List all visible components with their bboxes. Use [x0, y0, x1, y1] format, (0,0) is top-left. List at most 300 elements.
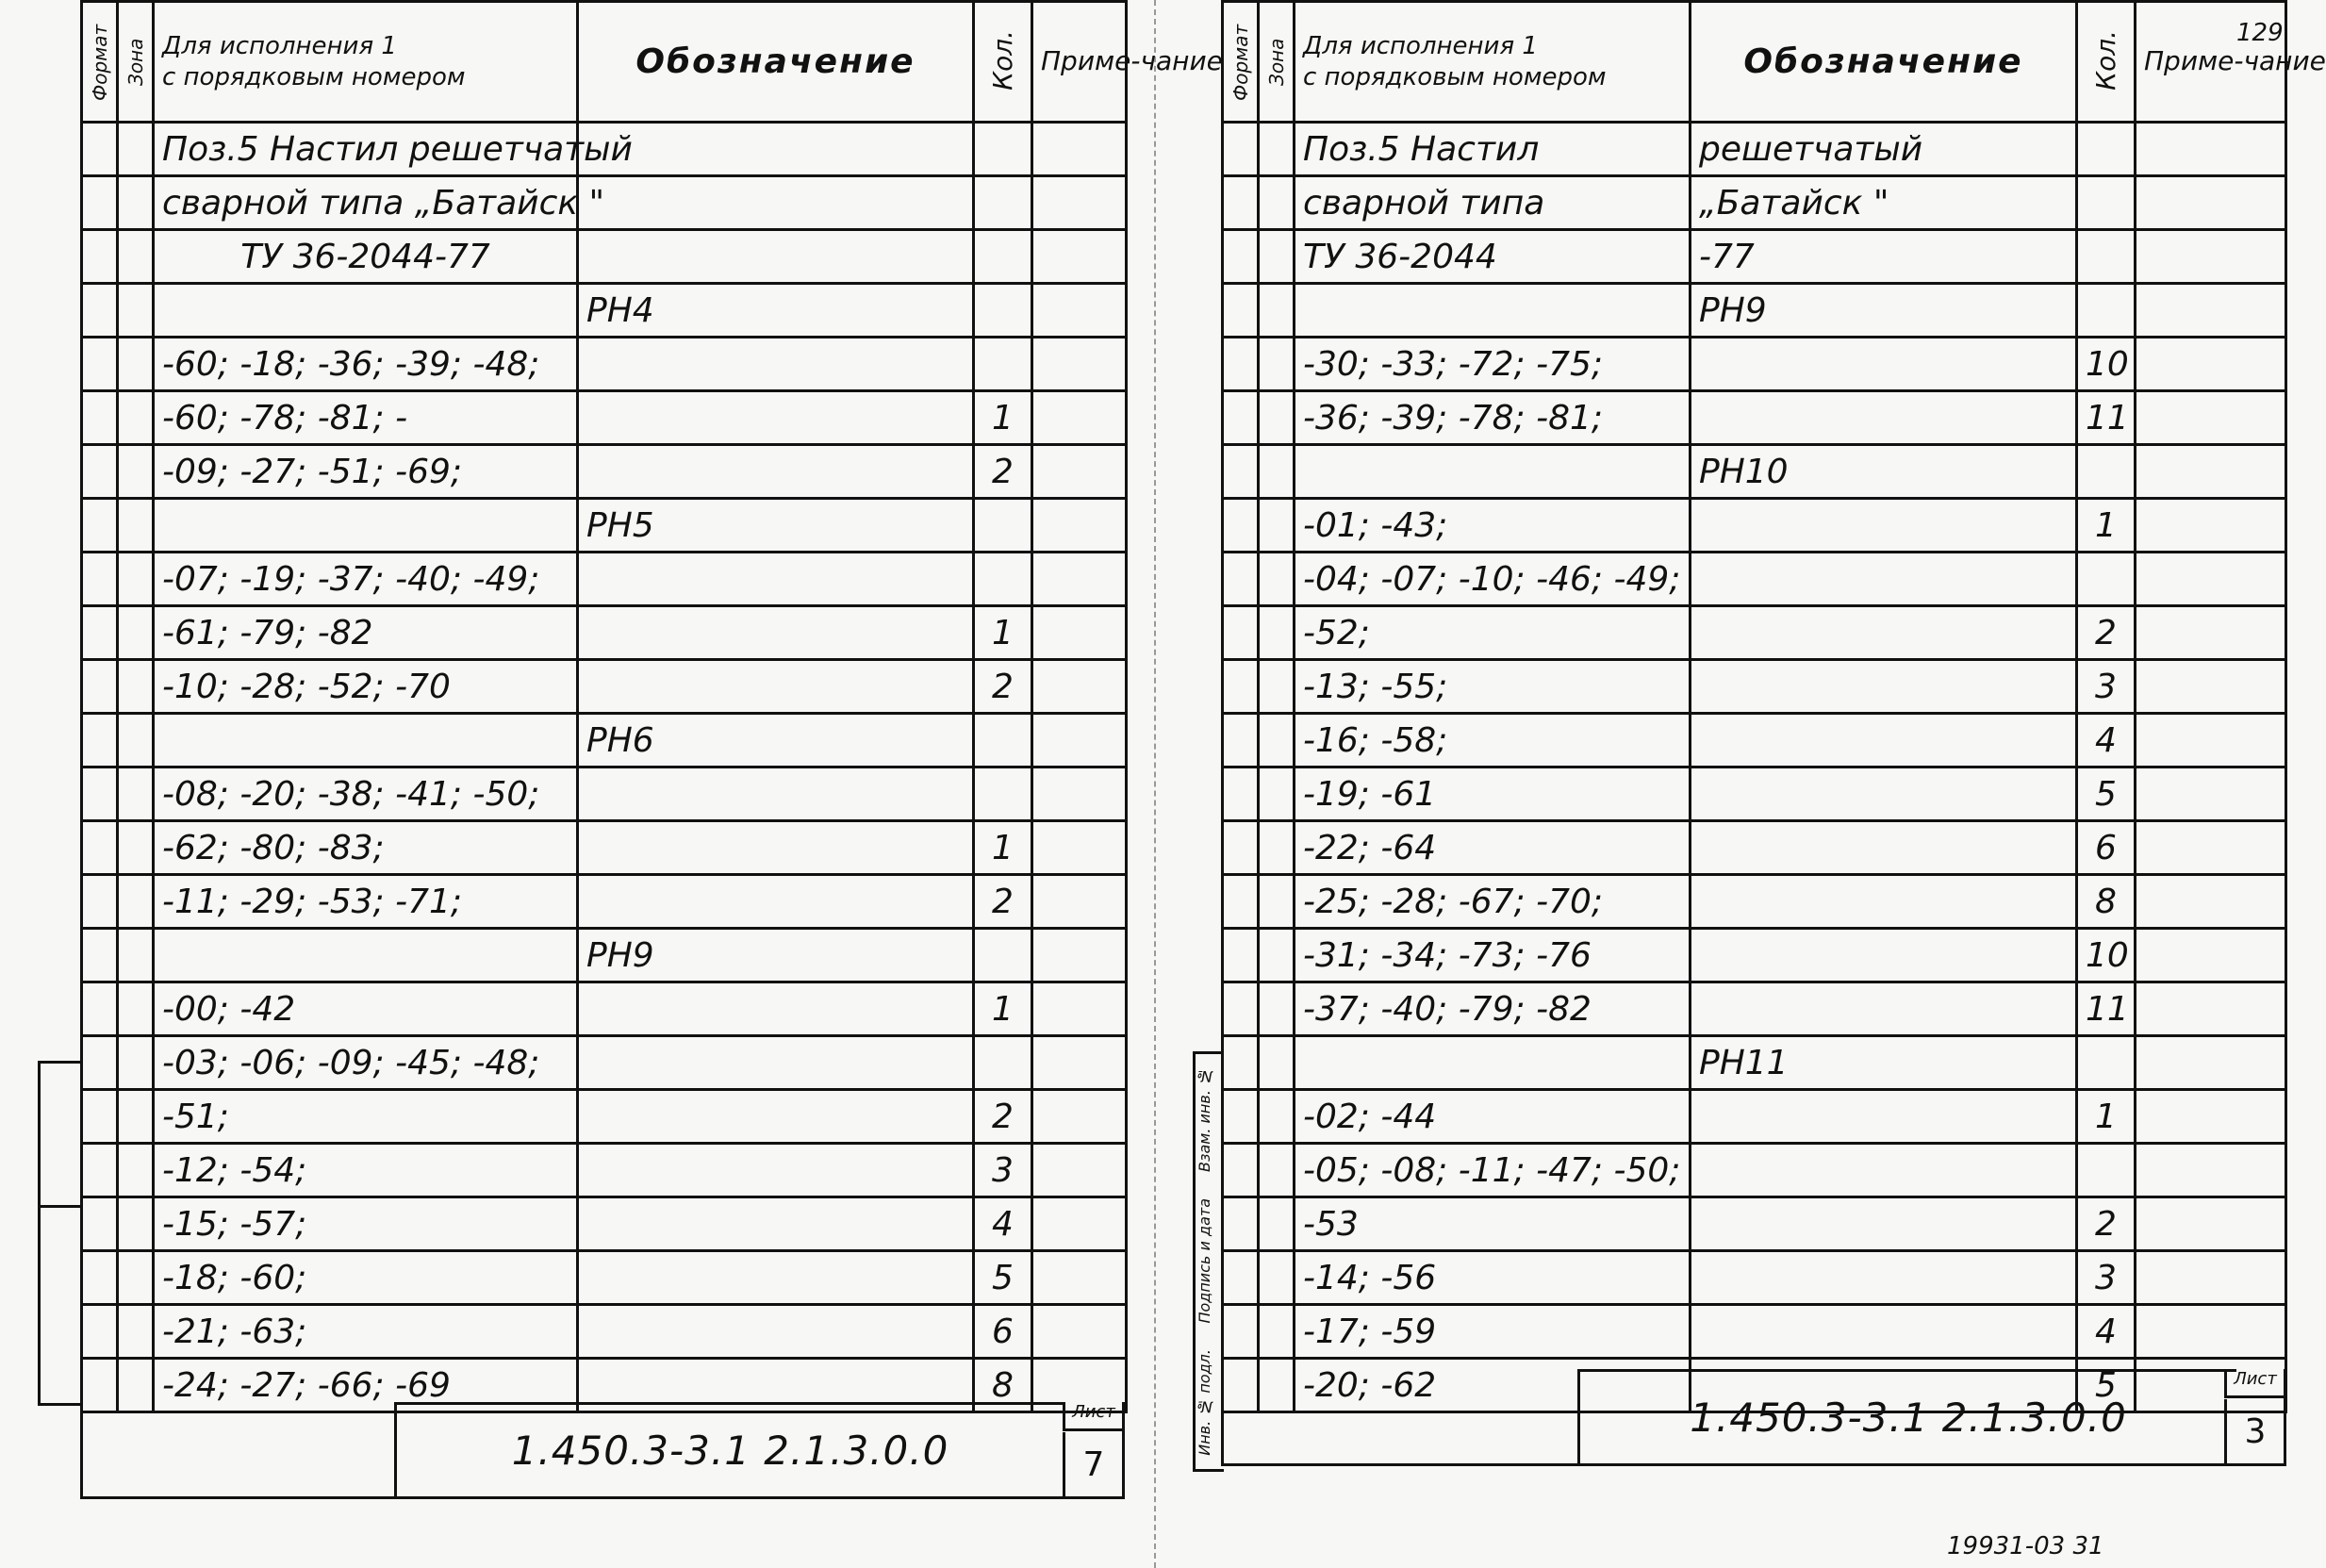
execution-cell: -60; -18; -36; -39; -48; — [154, 338, 578, 391]
note-cell — [1032, 1251, 1127, 1305]
quantity-cell: 11 — [2077, 391, 2136, 445]
zone-cell — [118, 230, 154, 284]
designation-cell: „Батайск " — [1691, 176, 2077, 230]
zone-cell — [1259, 230, 1295, 284]
designation-cell: решетчатый — [1691, 123, 2077, 176]
quantity-cell — [974, 176, 1032, 230]
quantity-cell: 1 — [974, 391, 1032, 445]
stamp-original-inventory: Инв. № подл. — [1196, 1349, 1213, 1457]
note-cell — [1032, 821, 1127, 875]
designation-cell — [578, 391, 974, 445]
zone-cell — [118, 1090, 154, 1144]
zone-cell — [118, 391, 154, 445]
zone-cell — [1259, 1036, 1295, 1090]
note-cell — [1032, 176, 1127, 230]
zone-cell — [1259, 767, 1295, 821]
table-row — [82, 982, 1127, 1036]
table-row — [1223, 123, 2286, 176]
quantity-cell — [2077, 176, 2136, 230]
designation-cell — [578, 1305, 974, 1359]
designation-cell — [1691, 1090, 2077, 1144]
quantity-cell: 2 — [974, 1090, 1032, 1144]
table-row — [82, 1305, 1127, 1359]
table-row — [1223, 1251, 2286, 1305]
zone-cell — [118, 445, 154, 499]
table-row — [82, 1144, 1127, 1197]
execution-cell: -01; -43; — [1295, 499, 1691, 553]
table-row — [82, 1251, 1127, 1305]
format-cell — [82, 606, 118, 660]
quantity-cell: 1 — [974, 606, 1032, 660]
quantity-cell: 2 — [974, 445, 1032, 499]
header-zone: Зона — [1259, 2, 1295, 123]
designation-cell — [1691, 1144, 2077, 1197]
zone-cell — [118, 123, 154, 176]
sheet-number: 7 — [1063, 1432, 1122, 1496]
quantity-cell — [2077, 230, 2136, 284]
designation-cell — [1691, 982, 2077, 1036]
header-quantity: Кол. — [974, 2, 1032, 123]
format-cell — [1223, 1090, 1259, 1144]
zone-cell — [1259, 1251, 1295, 1305]
format-cell — [82, 445, 118, 499]
table-row — [1223, 821, 2286, 875]
zone-cell — [1259, 391, 1295, 445]
quantity-cell: 8 — [2077, 875, 2136, 929]
zone-cell — [1259, 714, 1295, 767]
header-execution-line2: с порядковым номером — [1303, 62, 1607, 91]
zone-cell — [1259, 1090, 1295, 1144]
format-cell — [82, 1197, 118, 1251]
note-cell — [1032, 1197, 1127, 1251]
designation-cell — [578, 1036, 974, 1090]
table-row — [82, 553, 1127, 606]
table-row — [1223, 714, 2286, 767]
header-designation: Обозначение — [1691, 2, 2077, 123]
table-row — [1223, 1305, 2286, 1359]
header-quantity: Кол. — [2077, 2, 2136, 123]
format-cell — [82, 499, 118, 553]
format-cell — [1223, 338, 1259, 391]
spec-table-right — [1221, 0, 2326, 1413]
table-row — [82, 123, 1127, 176]
note-cell — [2136, 445, 2286, 499]
execution-cell: -20; -62 — [1295, 1359, 1691, 1412]
note-cell — [2136, 929, 2286, 982]
header-execution — [154, 2, 578, 123]
sheet-label: Лист — [2224, 1369, 2284, 1398]
note-cell — [1032, 391, 1127, 445]
note-cell — [2136, 1144, 2286, 1197]
format-cell — [82, 284, 118, 338]
execution-cell: -04; -07; -10; -46; -49; — [1295, 553, 1691, 606]
table-row — [82, 230, 1127, 284]
quantity-cell: 6 — [2077, 821, 2136, 875]
execution-cell — [154, 929, 578, 982]
designation-cell — [1691, 1197, 2077, 1251]
execution-cell: -37; -40; -79; -82 — [1295, 982, 1691, 1036]
designation-cell — [1691, 875, 2077, 929]
execution-cell: ТУ 36-2044-77 — [154, 230, 578, 284]
sheet-number: 3 — [2224, 1399, 2284, 1463]
designation-cell — [578, 445, 974, 499]
designation-cell — [1691, 338, 2077, 391]
execution-cell — [154, 284, 578, 338]
zone-cell — [1259, 284, 1295, 338]
quantity-cell — [974, 338, 1032, 391]
quantity-cell — [2077, 284, 2136, 338]
header-zone: Зона — [118, 2, 154, 123]
table-row — [1223, 230, 2286, 284]
table-row — [1223, 553, 2286, 606]
execution-cell: -13; -55; — [1295, 660, 1691, 714]
execution-cell: -25; -28; -67; -70; — [1295, 875, 1691, 929]
designation-cell — [1691, 553, 2077, 606]
execution-cell: ТУ 36-2044 — [1295, 230, 1691, 284]
zone-cell — [1259, 875, 1295, 929]
quantity-cell: 3 — [974, 1144, 1032, 1197]
note-cell — [2136, 123, 2286, 176]
spec-sheet-right — [1221, 0, 2326, 1466]
format-cell — [82, 230, 118, 284]
note-cell — [2136, 391, 2286, 445]
quantity-cell: 4 — [2077, 1305, 2136, 1359]
format-cell — [82, 176, 118, 230]
zone-cell — [1259, 499, 1295, 553]
designation-cell — [1691, 929, 2077, 982]
title-block-left — [80, 1402, 1125, 1499]
execution-cell: -10; -28; -52; -70 — [154, 660, 578, 714]
execution-cell: -05; -08; -11; -47; -50; — [1295, 1144, 1691, 1197]
designation-cell — [578, 338, 974, 391]
execution-cell: -21; -63; — [154, 1305, 578, 1359]
format-cell — [1223, 123, 1259, 176]
table-row — [1223, 284, 2286, 338]
note-cell — [1032, 1305, 1127, 1359]
footer-archive-code: 19931-03 31 — [1947, 1532, 2104, 1560]
header-format: Формат — [1223, 2, 1259, 123]
note-cell — [1032, 230, 1127, 284]
format-cell — [1223, 553, 1259, 606]
zone-cell — [118, 1251, 154, 1305]
designation-cell: РН5 — [578, 499, 974, 553]
note-cell — [2136, 176, 2286, 230]
header-note: Приме-чание — [1032, 2, 1127, 123]
designation-cell: РН10 — [1691, 445, 2077, 499]
note-cell — [2136, 1036, 2286, 1090]
format-cell — [82, 1144, 118, 1197]
execution-cell: -14; -56 — [1295, 1251, 1691, 1305]
table-row — [1223, 929, 2286, 982]
execution-cell: Поз.5 Настил — [1295, 123, 1691, 176]
header-execution — [1295, 2, 1691, 123]
zone-cell — [1259, 445, 1295, 499]
left-margin-bracket — [38, 1061, 83, 1406]
format-cell — [1223, 1036, 1259, 1090]
note-cell — [2136, 553, 2286, 606]
zone-cell — [1259, 1197, 1295, 1251]
zone-cell — [1259, 929, 1295, 982]
execution-cell — [1295, 284, 1691, 338]
table-row — [1223, 982, 2286, 1036]
quantity-cell — [974, 284, 1032, 338]
note-cell — [1032, 982, 1127, 1036]
note-cell — [2136, 230, 2286, 284]
format-cell — [82, 767, 118, 821]
execution-cell: -15; -57; — [154, 1197, 578, 1251]
zone-cell — [118, 821, 154, 875]
note-cell — [2136, 821, 2286, 875]
execution-cell: -30; -33; -72; -75; — [1295, 338, 1691, 391]
designation-cell: РН6 — [578, 714, 974, 767]
quantity-cell — [974, 1036, 1032, 1090]
title-block-right — [1221, 1369, 2286, 1466]
zone-cell — [118, 660, 154, 714]
stamp-replaced-inventory: Взам. инв. № — [1196, 1066, 1213, 1172]
note-cell — [1032, 606, 1127, 660]
quantity-cell: 1 — [974, 982, 1032, 1036]
zone-cell — [118, 1144, 154, 1197]
execution-cell — [1295, 1036, 1691, 1090]
execution-cell: Поз.5 Настил решетчатый — [154, 123, 578, 176]
table-row — [82, 391, 1127, 445]
zone-cell — [118, 767, 154, 821]
table-row — [1223, 391, 2286, 445]
zone-cell — [1259, 123, 1295, 176]
zone-cell — [118, 1197, 154, 1251]
designation-cell — [1691, 821, 2077, 875]
quantity-cell — [974, 767, 1032, 821]
designation-cell — [578, 123, 974, 176]
quantity-cell — [974, 929, 1032, 982]
note-cell — [1032, 875, 1127, 929]
designation-cell — [1691, 499, 2077, 553]
designation-cell — [578, 230, 974, 284]
format-cell — [1223, 606, 1259, 660]
quantity-cell: 1 — [2077, 499, 2136, 553]
table-row — [1223, 767, 2286, 821]
table-row — [82, 284, 1127, 338]
zone-cell — [118, 284, 154, 338]
quantity-cell — [974, 714, 1032, 767]
quantity-cell — [974, 123, 1032, 176]
stamp-signature-date: Подпись и дата — [1196, 1197, 1213, 1324]
note-cell — [2136, 982, 2286, 1036]
format-cell — [82, 338, 118, 391]
zone-cell — [118, 338, 154, 391]
format-cell — [1223, 176, 1259, 230]
execution-cell: сварной типа — [1295, 176, 1691, 230]
execution-cell: -00; -42 — [154, 982, 578, 1036]
execution-cell: -09; -27; -51; -69; — [154, 445, 578, 499]
execution-cell: -24; -27; -66; -69 — [154, 1359, 578, 1412]
header-execution-line2: с порядковым номером — [162, 62, 466, 91]
format-cell — [82, 1036, 118, 1090]
zone-cell — [118, 875, 154, 929]
designation-cell — [578, 553, 974, 606]
format-cell — [1223, 1305, 1259, 1359]
quantity-cell: 2 — [974, 660, 1032, 714]
table-row — [1223, 445, 2286, 499]
execution-cell: -19; -61 — [1295, 767, 1691, 821]
note-cell — [2136, 499, 2286, 553]
designation-cell — [578, 767, 974, 821]
format-cell — [1223, 284, 1259, 338]
note-cell — [1032, 284, 1127, 338]
table-row — [82, 445, 1127, 499]
designation-cell — [1691, 391, 2077, 445]
format-cell — [1223, 1197, 1259, 1251]
table-row — [1223, 1144, 2286, 1197]
quantity-cell: 5 — [2077, 1359, 2136, 1412]
designation-cell — [1691, 660, 2077, 714]
table-row — [82, 875, 1127, 929]
note-cell — [1032, 445, 1127, 499]
quantity-cell — [2077, 123, 2136, 176]
designation-cell — [1691, 714, 2077, 767]
zone-cell — [1259, 982, 1295, 1036]
format-cell — [1223, 391, 1259, 445]
table-row — [82, 714, 1127, 767]
format-cell — [82, 391, 118, 445]
note-cell — [1032, 553, 1127, 606]
header-execution-line1: Для исполнения 1 — [162, 32, 397, 60]
designation-cell — [578, 660, 974, 714]
header-designation: Обозначение — [578, 2, 974, 123]
sheet-fold-line — [1154, 0, 1156, 1568]
execution-cell: -08; -20; -38; -41; -50; — [154, 767, 578, 821]
quantity-cell — [2077, 553, 2136, 606]
table-row — [82, 767, 1127, 821]
quantity-cell: 5 — [2077, 767, 2136, 821]
designation-cell — [1691, 1305, 2077, 1359]
note-cell — [1032, 123, 1127, 176]
designation-cell — [578, 1144, 974, 1197]
note-cell — [1032, 1090, 1127, 1144]
format-cell — [82, 821, 118, 875]
format-cell — [82, 875, 118, 929]
table-row — [82, 1036, 1127, 1090]
quantity-cell: 4 — [2077, 714, 2136, 767]
zone-cell — [1259, 176, 1295, 230]
quantity-cell — [2077, 445, 2136, 499]
format-cell — [82, 929, 118, 982]
table-row — [1223, 499, 2286, 553]
format-cell — [82, 982, 118, 1036]
approval-stamp-strip — [1193, 1051, 1224, 1472]
format-cell — [1223, 1144, 1259, 1197]
table-row — [1223, 176, 2286, 230]
execution-cell — [154, 499, 578, 553]
designation-cell — [578, 1197, 974, 1251]
designation-cell — [1691, 606, 2077, 660]
execution-cell: -12; -54; — [154, 1144, 578, 1197]
quantity-cell — [2077, 1036, 2136, 1090]
execution-cell: -60; -78; -81; - — [154, 391, 578, 445]
note-cell — [1032, 1036, 1127, 1090]
note-cell — [2136, 1251, 2286, 1305]
execution-cell: -53 — [1295, 1197, 1691, 1251]
designation-cell — [578, 1251, 974, 1305]
zone-cell — [1259, 553, 1295, 606]
designation-cell — [578, 982, 974, 1036]
table-row — [82, 499, 1127, 553]
zone-cell — [118, 176, 154, 230]
zone-cell — [118, 1036, 154, 1090]
note-cell — [1032, 338, 1127, 391]
execution-cell: -62; -80; -83; — [154, 821, 578, 875]
execution-cell: сварной типа „Батайск " — [154, 176, 578, 230]
zone-cell — [118, 714, 154, 767]
table-row — [82, 606, 1127, 660]
quantity-cell: 1 — [974, 821, 1032, 875]
designation-cell: РН4 — [578, 284, 974, 338]
table-row — [82, 176, 1127, 230]
quantity-cell — [2077, 1144, 2136, 1197]
table-row — [1223, 1036, 2286, 1090]
designation-cell — [578, 606, 974, 660]
execution-cell: -22; -64 — [1295, 821, 1691, 875]
format-cell — [1223, 1251, 1259, 1305]
format-cell — [1223, 230, 1259, 284]
note-cell — [2136, 660, 2286, 714]
format-cell — [82, 1305, 118, 1359]
execution-cell: -36; -39; -78; -81; — [1295, 391, 1691, 445]
note-cell — [2136, 714, 2286, 767]
format-cell — [1223, 499, 1259, 553]
note-cell — [2136, 1090, 2286, 1144]
table-row — [82, 821, 1127, 875]
designation-cell: -77 — [1691, 230, 2077, 284]
format-cell — [82, 1251, 118, 1305]
quantity-cell: 3 — [2077, 660, 2136, 714]
zone-cell — [1259, 821, 1295, 875]
table-row — [1223, 606, 2286, 660]
execution-cell: -03; -06; -09; -45; -48; — [154, 1036, 578, 1090]
quantity-cell: 1 — [2077, 1090, 2136, 1144]
note-cell — [2136, 606, 2286, 660]
header-format: Формат — [82, 2, 118, 123]
quantity-cell: 8 — [974, 1359, 1032, 1412]
table-row — [82, 929, 1127, 982]
designation-cell: РН9 — [1691, 284, 2077, 338]
table-row — [1223, 875, 2286, 929]
zone-cell — [1259, 606, 1295, 660]
table-row — [82, 1090, 1127, 1144]
quantity-cell: 5 — [974, 1251, 1032, 1305]
format-cell — [82, 553, 118, 606]
corner-page-number: 129 — [2236, 19, 2284, 47]
designation-cell — [578, 875, 974, 929]
execution-cell: -51; — [154, 1090, 578, 1144]
note-cell — [1032, 767, 1127, 821]
quantity-cell — [974, 553, 1032, 606]
format-cell — [1223, 875, 1259, 929]
format-cell — [1223, 714, 1259, 767]
execution-cell: -02; -44 — [1295, 1090, 1691, 1144]
note-cell — [1032, 660, 1127, 714]
quantity-cell — [974, 499, 1032, 553]
format-cell — [1223, 660, 1259, 714]
execution-cell: -16; -58; — [1295, 714, 1691, 767]
execution-cell — [154, 714, 578, 767]
document-code: 1.450.3-3.1 2.1.3.0.0 — [394, 1402, 1064, 1496]
quantity-cell: 10 — [2077, 338, 2136, 391]
table-row — [1223, 1197, 2286, 1251]
format-cell — [1223, 767, 1259, 821]
quantity-cell: 2 — [2077, 1197, 2136, 1251]
designation-cell — [1691, 1251, 2077, 1305]
